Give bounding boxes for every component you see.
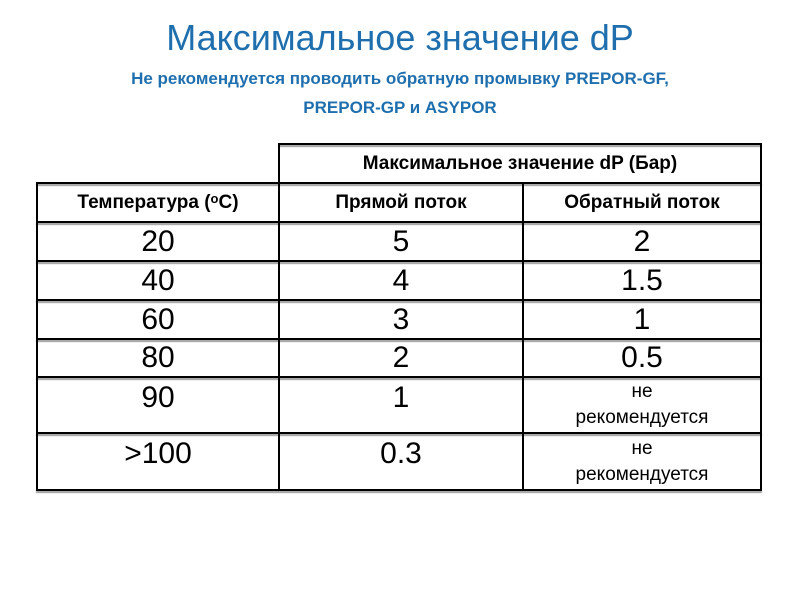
reverse-text-line-1: не [631, 437, 653, 459]
forward-cell: 1 [392, 381, 410, 414]
forward-cell: 0.3 [380, 437, 422, 470]
reverse-cell: 0.5 [621, 341, 663, 374]
reverse-cell [524, 434, 760, 489]
temperature-cell: 80 [141, 341, 175, 374]
table-border-right [760, 143, 762, 491]
temperature-cell: 20 [141, 224, 175, 258]
forward-cell: 4 [392, 263, 410, 297]
temperature-cell: >100 [124, 437, 192, 470]
subtitle-line-2: PREPOR-GP и ASYPOR [303, 98, 497, 117]
page-title: Максимальное значение dP [166, 17, 634, 58]
temperature-cell: 90 [141, 381, 175, 414]
column-header-reverse: Обратный поток [564, 191, 720, 213]
column-header-forward: Прямой поток [335, 191, 467, 213]
column-header-temperature [38, 184, 278, 221]
temperature-label-suffix: C) [218, 191, 239, 213]
page-subtitle [20, 64, 780, 122]
temperature-cell: 40 [141, 263, 175, 297]
forward-cell: 5 [392, 224, 410, 258]
forward-cell: 2 [392, 341, 410, 374]
reverse-cell: 2 [633, 224, 651, 258]
reverse-text-line-2: рекомендуется [575, 407, 709, 428]
subtitle-line-1: Не рекомендуется проводить обратную промывку PREPOR-GF, [131, 69, 669, 88]
reverse-text-line-1: не [631, 381, 653, 402]
forward-cell: 3 [392, 302, 410, 336]
temperature-cell: 60 [141, 302, 175, 336]
degree-superscript: o [210, 191, 219, 206]
reverse-cell: 1 [633, 302, 651, 336]
group-header: Максимальное значение dP (Бар) [362, 152, 678, 174]
temperature-label-prefix: Температура ( [77, 191, 211, 213]
reverse-cell [524, 378, 760, 432]
table-border-bottom [36, 489, 762, 491]
reverse-cell: 1.5 [621, 263, 663, 297]
reverse-text-line-2: рекомендуется [575, 463, 709, 485]
